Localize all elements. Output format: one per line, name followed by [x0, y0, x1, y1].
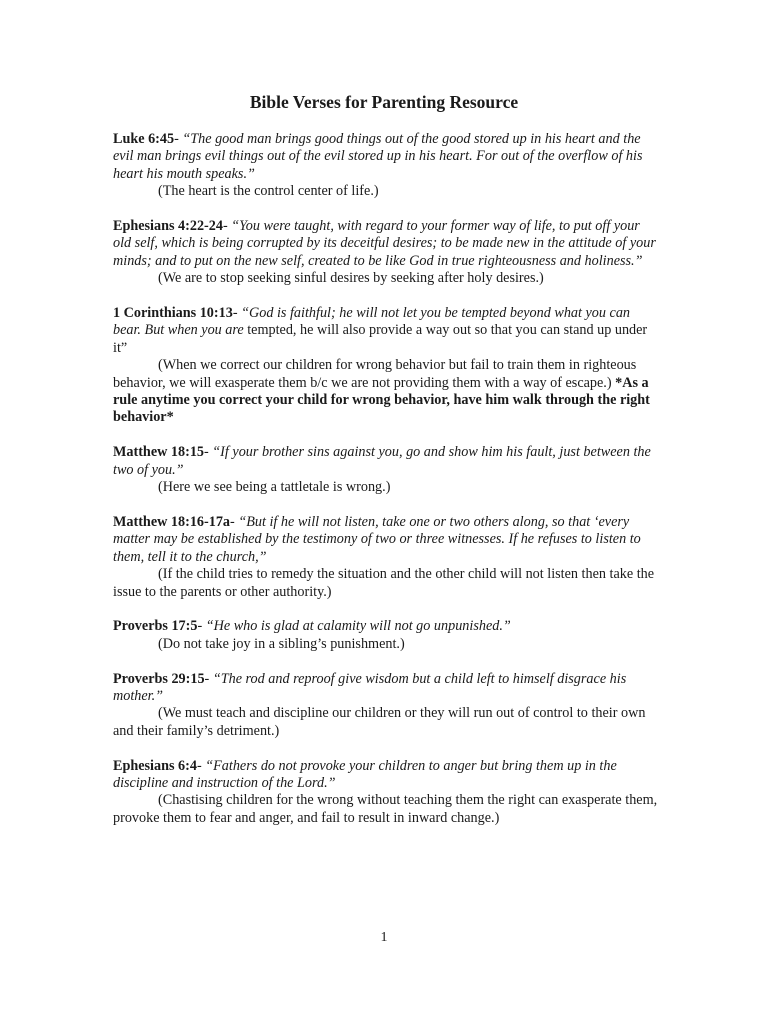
verse-quote: “If your brother sins against you, go and show him his fault, just between the two of you.” [113, 444, 651, 478]
verse-dash: - [174, 131, 179, 147]
verse-line [113, 618, 658, 635]
verse-quote: “The good man brings good things out of the good stored up in his heart and the evil man brings evil things out of the evil stored up in his heart. For out of the overflow of his heart his mouth speaks.” [113, 131, 643, 182]
verse-line [113, 758, 658, 793]
verse-dash: - [196, 757, 202, 774]
verse-line [113, 514, 658, 566]
verse-reference: 1 Corinthians 10:13 [113, 305, 233, 322]
verse-quote: “Fathers do not provoke your children to anger but bring them up in the discipline and instruction of the Lord.” [113, 757, 617, 791]
verse-note [113, 357, 658, 427]
verse-note: (If the child tries to remedy the situation and the other child will not listen then take the issue to the parents or other authority.) [113, 566, 655, 600]
verse-dash: - [197, 618, 203, 635]
verse-dash: - [204, 670, 210, 687]
verse-reference: Matthew 18:15 [113, 444, 205, 461]
verse-entry-1-corinthians-10-13 [113, 305, 658, 427]
verse-line [113, 305, 658, 357]
verse-quote-upright: tempted, he will also provide a way out so that you can stand up under it” [113, 322, 648, 356]
verse-line [113, 444, 658, 479]
verse-entry-luke-6-45 [113, 131, 658, 201]
verse-reference: Matthew 18:16-17a [113, 513, 231, 530]
verse-line [113, 131, 658, 183]
verse-note: (We must teach and discipline our children or they will run out of control to their own and their family’s detriment.) [113, 705, 646, 739]
verse-dash: - [230, 513, 235, 530]
verse-note: (We are to stop seeking sinful desires by seeking after holy desires.) [158, 270, 544, 287]
verse-dash: - [222, 218, 228, 235]
verse-reference: Proverbs 29:15 [113, 670, 205, 687]
page-title: Bible Verses for Parenting Resource [249, 92, 519, 112]
parenting-rule: *As a rule anytime you correct your child for wrong behavior, have him walk through the right behavior* [113, 374, 650, 426]
verse-quote: “But if he will not listen, take one or two others along, so that ‘every matter may be established by the testimony of two or three witnesses. If he refuses to listen to them, tell it to the church,” [113, 513, 641, 565]
verse-note: (The heart is the control center of life.) [158, 183, 379, 200]
document-body [113, 131, 658, 845]
verse-dash: - [232, 305, 238, 322]
verse-note: (Here we see being a tattletale is wrong.) [158, 479, 391, 496]
verse-quote: “God is faithful; he will not let you be tempted beyond what you can bear. But when you are [113, 305, 631, 339]
verse-quote: “You were taught, with regard to your former way of life, to put off your old self, which is being corrupted by its deceitful desires; to be made new in the attitude of your minds; and to put on the new self, created to be like God in true righteousness and holiness.” [113, 218, 656, 269]
verse-entry-proverbs-17-5 [113, 618, 658, 653]
verse-reference: Luke 6:45 [113, 131, 175, 147]
verse-note: (Do not take joy in a sibling’s punishment.) [158, 635, 405, 652]
verse-dash: - [204, 444, 209, 461]
verse-quote: “The rod and reproof give wisdom but a child left to himself disgrace his mother.” [113, 670, 627, 704]
verse-line [113, 218, 658, 270]
page-number: 1 [380, 930, 388, 945]
verse-entry-matthew-18-15 [113, 444, 658, 496]
verse-entry-ephesians-4-22-24 [113, 218, 658, 288]
verse-entry-matthew-18-16-17a [113, 514, 658, 601]
verse-entry-proverbs-29-15 [113, 671, 658, 741]
verse-entry-ephesians-6-4 [113, 758, 658, 828]
verse-note-text: (When we correct our children for wrong behavior but fail to train them in righteous behavior, we will exasperate them b/c we are not providing them with a way of escape.) [113, 357, 637, 391]
verse-reference: Ephesians 6:4 [113, 757, 197, 774]
verse-quote: “He who is glad at calamity will not go unpunished.” [202, 618, 511, 635]
verse-reference: Ephesians 4:22-24 [113, 218, 223, 235]
verse-reference: Proverbs 17:5 [113, 618, 198, 635]
verse-line [113, 671, 658, 706]
verse-note: (Chastising children for the wrong without teaching them the right can exasperate them, provoke them to fear and anger, and fail to result in inward change.) [113, 792, 658, 826]
